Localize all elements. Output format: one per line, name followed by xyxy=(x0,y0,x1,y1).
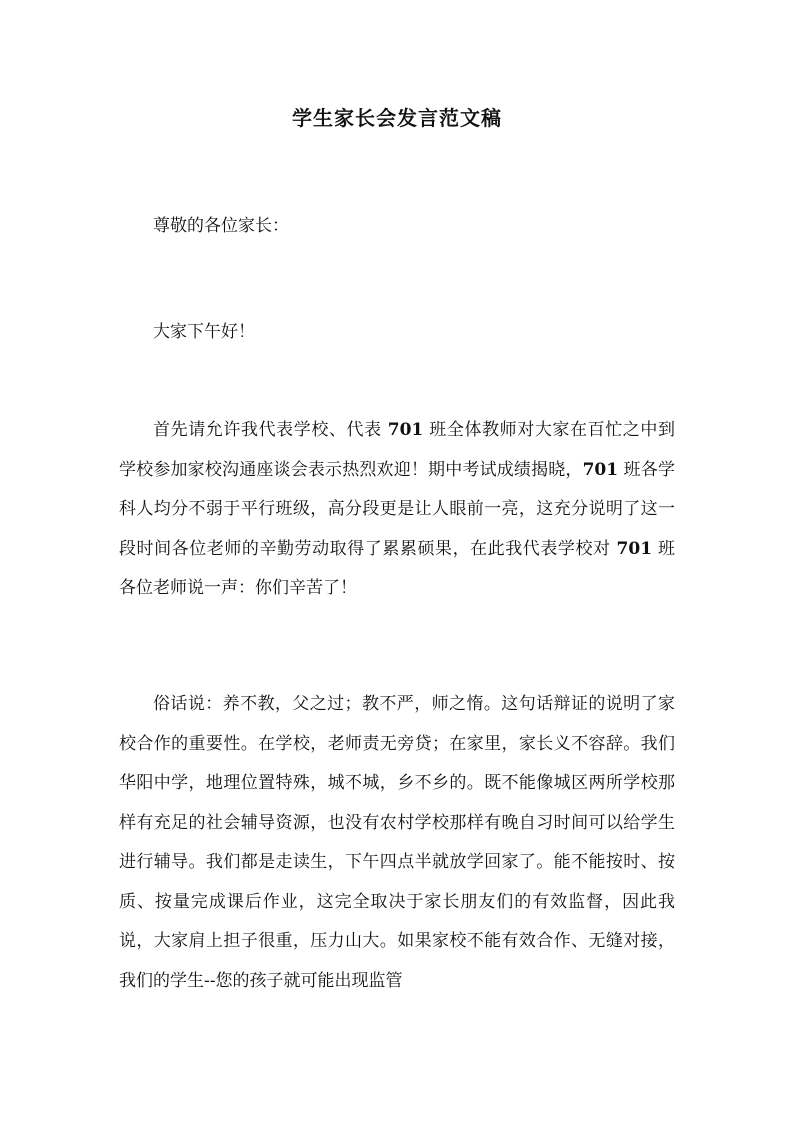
body-paragraph-1: 首先请允许我代表学校、代表 701 班全体教师对大家在百忙之中到学校参加家校沟通座谈会表示热烈欢迎！期中考试成绩揭晓，701 班各学科人均分不弱于平行班级，高分段更是让人眼前一亮，这充分说明了这一段时间各位老师的辛勤劳动取得了累累硕果，在此我代表学校对 701 班各位老师说一声：你们辛苦了！ xyxy=(119,420,676,598)
body-paragraph-2: 俗话说：养不教，父之过；教不严，师之惰。这句话辩证的说明了家校合作的重要性。在学校，老师责无旁贷；在家里，家长义不容辞。我们华阳中学，地理位置特殊，城不城，乡不乡的。既不能像城区两所学校那样有充足的社会辅导资源，也没有农村学校那样有晚自习时间可以给学生进行辅导。我们都是走读生，下午四点半就放学回家了。能不能按时、按质、按量完成课后作业，这完全取决于家长朋友们的有效监督，因此我说，大家肩上担子很重，压力山大。如果家校不能有效合作、无缝对接，我们的学生--您的孩子就可能出现监管 xyxy=(119,694,675,991)
salutation: 尊敬的各位家长： xyxy=(153,216,289,236)
document-title: 学生家长会发言范文稿 xyxy=(292,106,502,130)
greeting: 大家下午好！ xyxy=(153,322,255,342)
